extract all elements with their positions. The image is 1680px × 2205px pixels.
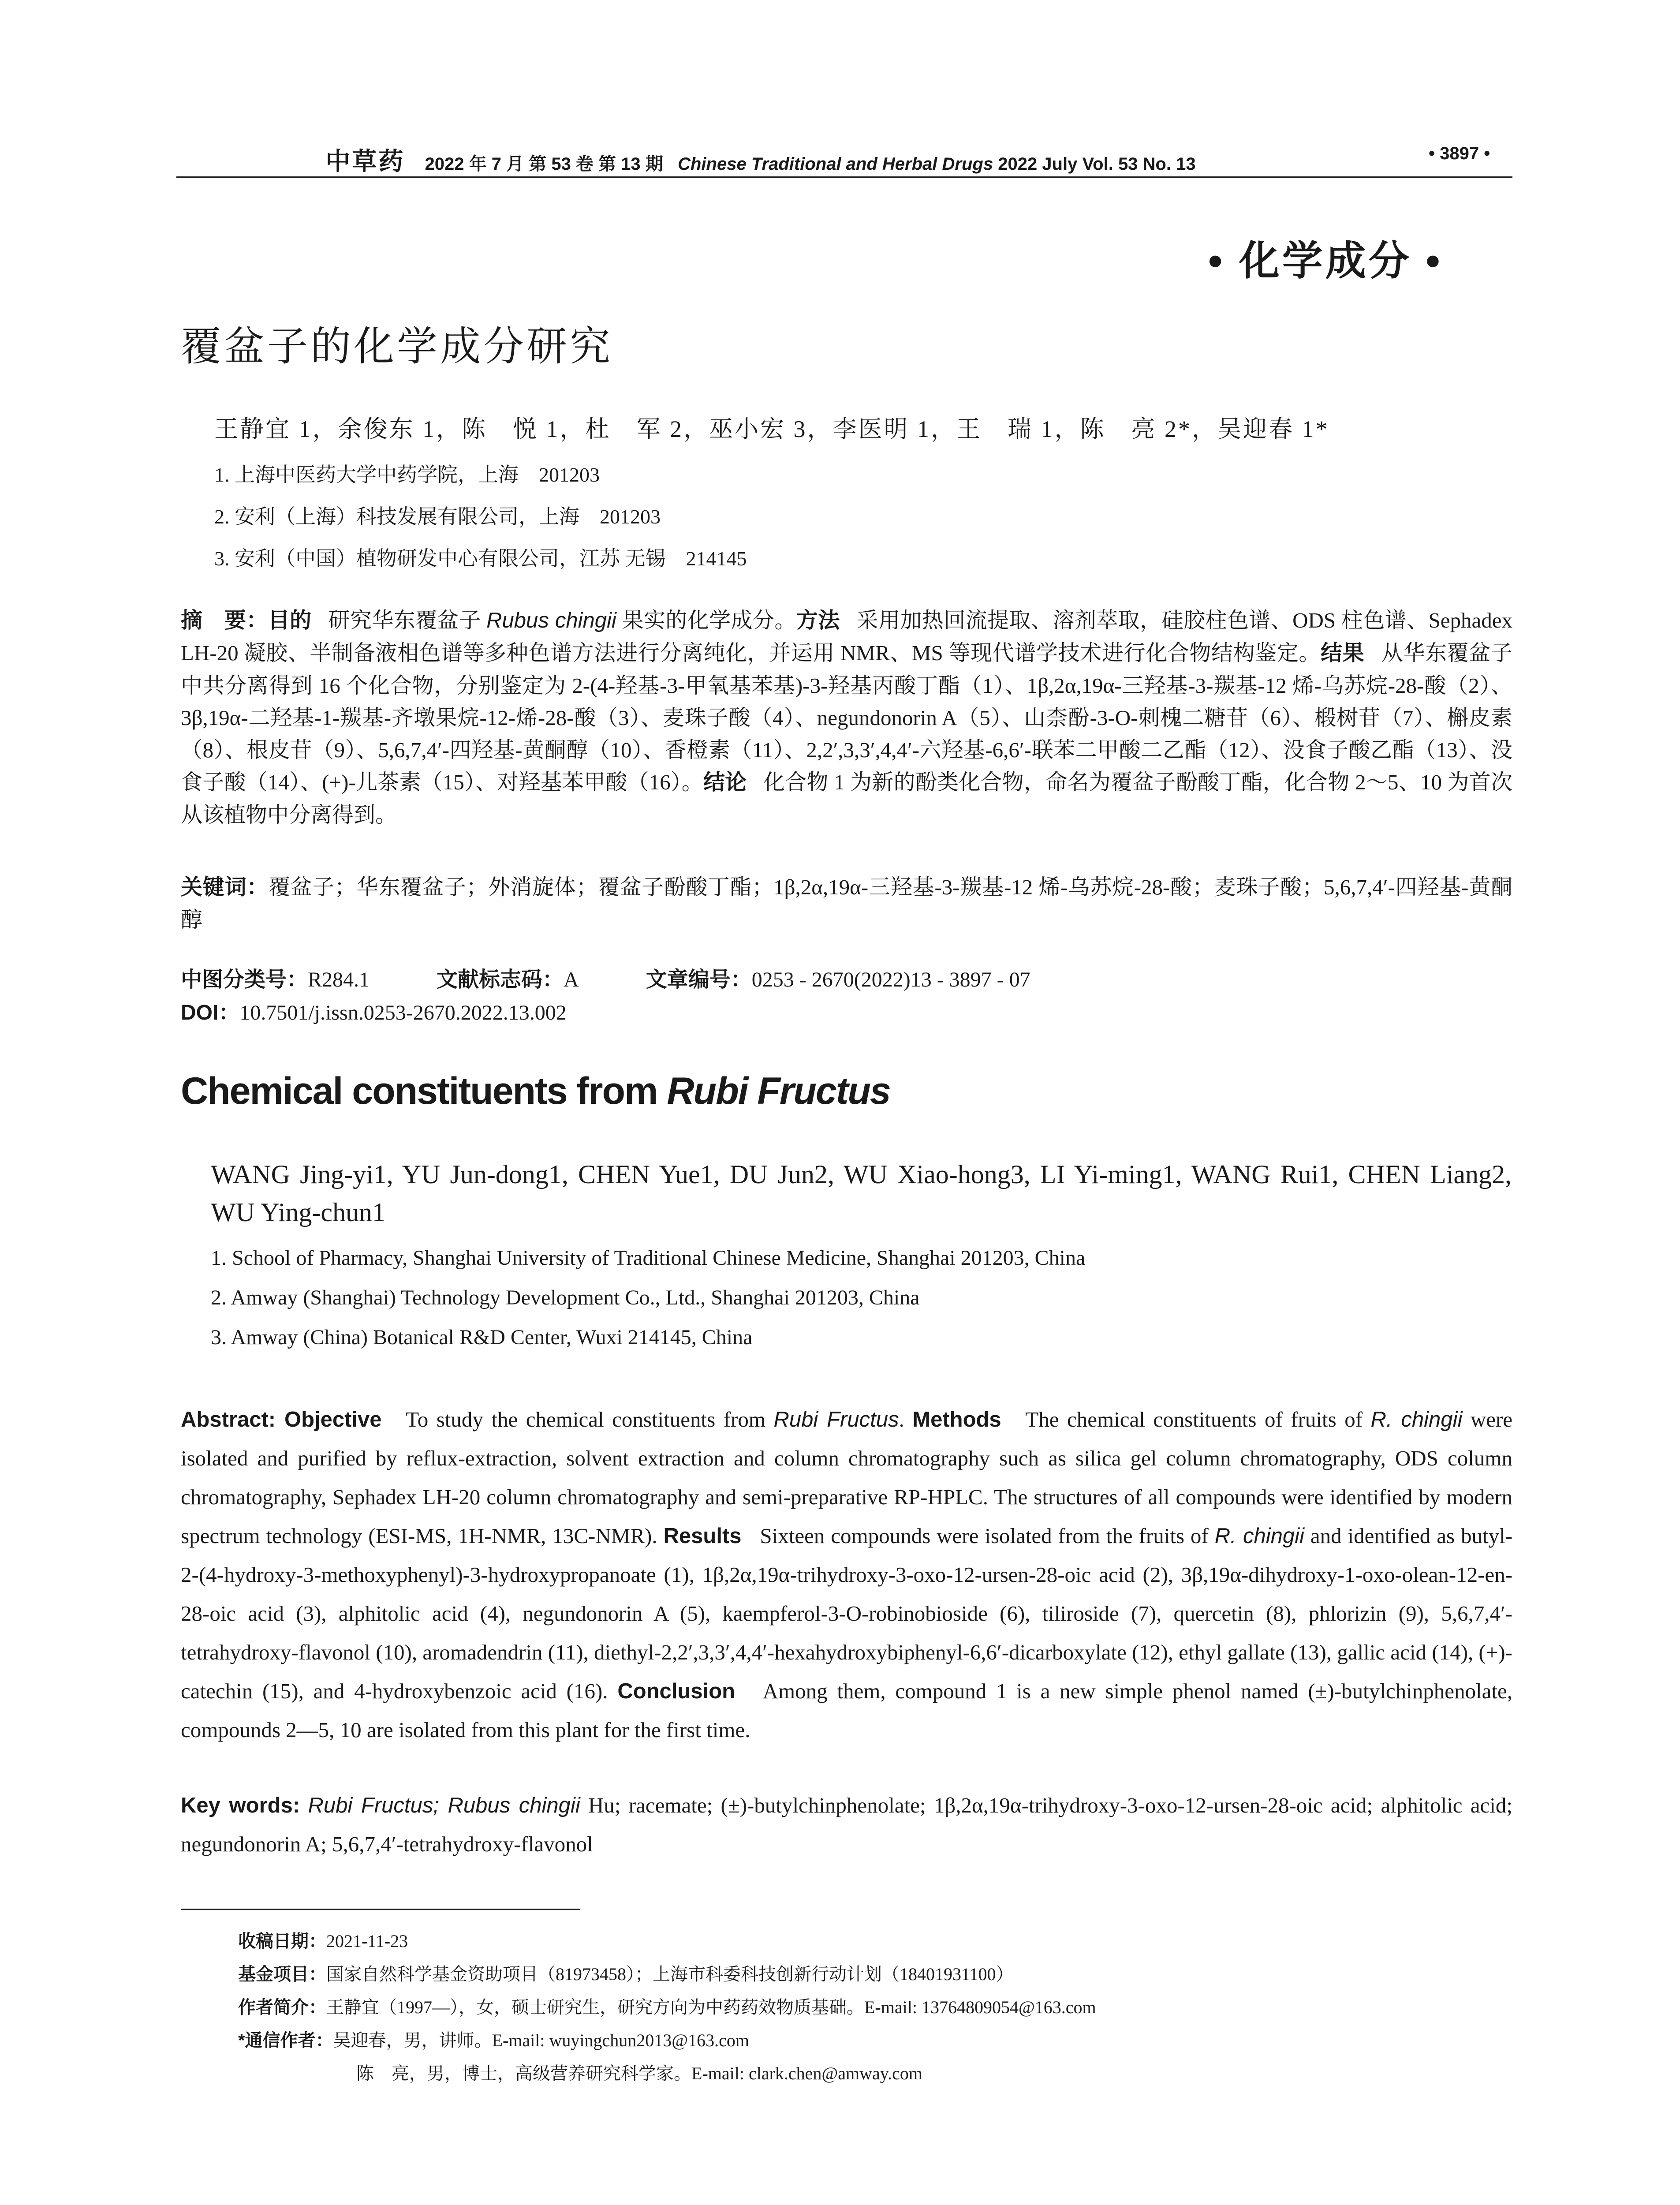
header-rule — [176, 176, 1512, 178]
en-methods-label: Methods — [912, 1408, 1001, 1431]
en-affiliation-3: 3. Amway (China) Botanical R&D Center, Wuxi 214145, China — [211, 1326, 753, 1349]
doccode-label: 文献标志码： — [437, 968, 564, 991]
issue-cn: 2022 年 7 月 第 53 卷 第 13 期 — [425, 154, 663, 174]
en-keywords-label: Key words: — [181, 1794, 300, 1817]
article-no-value: 0253 - 2670(2022)13 - 3897 - 07 — [751, 968, 1030, 991]
footnote-corresponding-2: 陈 亮，男，博士，高级营养研究科学家。E-mail: clark.chen@amway.com — [356, 2063, 923, 2083]
en-abstract: Abstract: Objective To study the chemical constituents from Rubi Fructus. Methods The chemical constituents of fruits of R. chingii were isolated and purified by reflux-extraction, solvent extraction and column chromatography such as silica gel column chromatography, ODS column chromatography, Sephadex LH-20 column chromatography and semi-preparative RP-HPLC. The structures of all compounds were identified by modern spectrum technology (ESI-MS, 1H-NMR, 13C-NMR). Results Sixteen compounds were isolated from the fruits of R. chingii and identified as butyl-2-(4-hydroxy-3-methoxyphenyl)-3-hydroxypropanoate (1), 1β,2α,19α-trihydroxy-3-oxo-12-ursen-28-oic acid (2), 3β,19α-dihydroxy-1-oxo-olean-12-en-28-oic acid (3), alphitolic acid (4), negundonorin A (5), kaempferol-3-O-robinobioside (6), tiliroside (7), quercetin (8), phlorizin (9), 5,6,7,4′-tetrahydroxy-flavonol (10), aromadendrin (11), diethyl-2,2′,3,3′,4,4′-hexahydroxybiphenyl-6,6′-dicarboxylate (12), ethyl gallate (13), gallic acid (14), (+)-catechin (15), and 4-hydroxybenzoic acid (16). Conclusion Among them, compound 1 is a new simple phenol named (±)-butylchinphenolate, compounds 2—5, 10 are isolated from this plant for the first time. — [181, 1407, 1513, 1742]
section-label: • 化学成分 • — [1208, 239, 1443, 284]
footnote-received — [238, 1927, 408, 1952]
en-methods-species: R. chingii — [1370, 1408, 1463, 1431]
en-methods-text-b: were isolated and purified by reflux-extraction, solvent extraction and column chromatography such as silica gel column chromatography, ODS column chromatography, Sephadex LH-20 column chromatography and semi-preparative RP-HPLC. The structures of all compounds were identified by modern spectrum technology (ESI-MS, 1H-NMR, 13C-NMR). — [181, 1407, 1513, 1548]
en-methods-text-a: The chemical constituents of fruits of — [1025, 1407, 1363, 1431]
cn-results-label: 结果 — [1321, 641, 1365, 665]
cn-abstract — [181, 604, 1512, 831]
cn-affiliation-1: 1. 上海中医药大学中药学院，上海 201203 — [214, 463, 600, 486]
footnote-rule — [181, 1909, 580, 1910]
doccode-value: A — [564, 968, 579, 991]
footnote-author — [238, 1993, 1096, 2018]
clc-value: R284.1 — [308, 968, 370, 991]
cn-doi — [181, 997, 1512, 1029]
en-objective-species: Rubi Fructus — [773, 1408, 899, 1431]
footnote-corresponding — [238, 2026, 749, 2052]
cn-conclusion-text: 化合物 1 为新的酚类化合物，命名为覆盆子酚酸丁酯，化合物 2～5、10 为首次从该植物中分离得到。 — [181, 770, 1512, 827]
cn-results-text: 从华东覆盆子中共分离得到 16 个化合物，分别鉴定为 2-(4-羟基-3-甲氧基苯基)-3-羟基丙酸丁酯（1）、1β,2α,19α-三羟基-3-羰基-12 烯-乌苏烷-28-酸（2）、3β,19α-二羟基-1-羰基-齐墩果烷-12-烯-28-酸（3）、麦珠子酸（4）、negundonorin A（5）、山柰酚-3-O-刺槐二糖苷（6）、椴树苷（7）、槲皮素（8）、根皮苷（9）、5,6,7,4′-四羟基-黄酮醇（10）、香橙素（11）、2,2′,3,3′,4,4′-六羟基-6,6′-联苯二甲酸二乙酯（12）、没食子酸乙酯（13）、没食子酸（14）、(+)-儿茶素（15）、对羟基苯甲酸（16）。 — [181, 641, 1512, 794]
en-keywords-rest: Hu; racemate; (±)-butylchinphenolate; 1β,2α,19α-trihydroxy-3-oxo-12-ursen-28-oic acid; alphitolic acid; negundonorin A; 5,6,7,4′-tetrahydroxy-flavonol — [181, 1793, 1513, 1856]
cn-species: Rubus chingii — [486, 609, 616, 632]
en-affiliation-2: 2. Amway (Shanghai) Technology Development Co., Ltd., Shanghai 201203, China — [211, 1286, 920, 1309]
en-results-species: R. chingii — [1214, 1524, 1304, 1548]
en-conclusion-text: Among them, compound 1 is a new simple phenol named (±)-butylchinphenolate, compounds 2—5, 10 are isolated from this plant for the first time. — [181, 1679, 1512, 1742]
en-title-italic: Rubi Fructus — [667, 1070, 890, 1112]
journal-name-cn: 中草药 — [325, 147, 405, 176]
cn-title: 覆盆子的化学成分研究 — [181, 324, 613, 369]
en-keywords — [181, 1786, 1512, 1864]
en-affiliation-1: 1. School of Pharmacy, Shanghai University of Traditional Chinese Medicine, Shanghai 201203, China — [211, 1246, 1086, 1270]
en-title-plain: Chemical constituents from — [181, 1070, 667, 1112]
cn-objective-tail: 果实的化学成分。 — [622, 608, 796, 632]
en-results-text-a: Sixteen compounds were isolated from the fruits of — [760, 1524, 1209, 1548]
clc-label: 中图分类号： — [181, 968, 308, 991]
cn-methods-text: 采用加热回流提取、溶剂萃取，硅胶柱色谱、ODS 柱色谱、Sephadex LH-20 凝胶、半制备液相色谱等多种色谱方法进行分离纯化，并运用 NMR、MS 等现代谱学技术进行化合物结构鉴定。 — [181, 608, 1512, 665]
en-authors: WANG Jing-yi1, YU Jun-dong1, CHEN Yue1, DU Jun2, WU Xiao-hong3, LI Yi-ming1, WANG Rui1, CHEN Liang2, WU Ying-chun1 — [211, 1160, 1512, 1227]
en-results-text-b: and identified as butyl-2-(4-hydroxy-3-methoxyphenyl)-3-hydroxypropanoate (1), 1β,2α,19α-trihydroxy-3-oxo-12-ursen-28-oic acid (2), 3β,19α-dihydroxy-1-oxo-olean-12-en-28-oic acid (3), alphitolic acid (4), negundonorin A (5), kaempferol-3-O-robinobioside (6), tiliroside (7), quercetin (8), phlorizin (9), 5,6,7,4′-tetrahydroxy-flavonol (10), aromadendrin (11), diethyl-2,2′,3,3′,4,4′-hexahydroxybiphenyl-6,6′-dicarboxylate (12), ethyl gallate (13), gallic acid (14), (+)-catechin (15), and 4-hydroxybenzoic acid (16). — [181, 1524, 1513, 1703]
journal-name-en: Chinese Traditional and Herbal Drugs — [678, 154, 993, 174]
cn-authors: 王静宜 1，余俊东 1，陈 悦 1，杜 军 2，巫小宏 3，李医明 1，王 瑞 1，陈 亮 2*，吴迎春 1* — [214, 416, 1329, 442]
en-title — [181, 1069, 890, 1113]
cn-objective-text: 研究华东覆盆子 — [328, 608, 481, 632]
fund-label: 基金项目： — [238, 1965, 326, 1984]
corr-label: *通信作者： — [238, 2031, 333, 2050]
issue-en: 2022 July Vol. 53 No. 13 — [998, 154, 1196, 174]
page-number: • 3897 • — [1429, 144, 1490, 163]
received-value: 2021-11-23 — [326, 1931, 408, 1951]
corr-value-1: 吴迎春，男，讲师。E-mail: wuyingchun2013@163.com — [333, 2030, 749, 2050]
en-abstract-label: Abstract: Objective — [181, 1408, 382, 1431]
cn-objective-label: 目的 — [268, 609, 312, 632]
en-keywords-italic: Rubi Fructus; Rubus chingii — [308, 1794, 580, 1817]
author-value: 王静宜（1997—），女，硕士研究生，研究方向为中药药效物质基础。E-mail: 13764809054@163.com — [326, 1997, 1096, 2017]
footnote-fund — [238, 1960, 1014, 1985]
received-label: 收稿日期： — [238, 1932, 326, 1951]
cn-classification — [181, 964, 1512, 996]
cn-abstract-label: 摘 要： — [181, 609, 268, 632]
author-label: 作者简介： — [238, 1998, 326, 2017]
cn-affiliation-3: 3. 安利（中国）植物研发中心有限公司，江苏 无锡 214145 — [214, 547, 747, 570]
running-header — [0, 142, 1521, 177]
cn-conclusion-label: 结论 — [703, 770, 747, 794]
fund-value: 国家自然科学基金资助项目（81973458）；上海市科委科技创新行动计划（18401931100） — [326, 1964, 1014, 1984]
cn-keywords-label: 关键词： — [181, 875, 269, 899]
cn-keywords — [181, 871, 1512, 936]
cn-methods-label: 方法 — [796, 609, 840, 632]
article-no-label: 文章编号： — [646, 968, 752, 991]
en-results-label: Results — [663, 1524, 742, 1548]
en-conclusion-label: Conclusion — [617, 1679, 735, 1703]
en-objective-text: To study the chemical constituents from — [406, 1407, 765, 1431]
cn-affiliation-2: 2. 安利（上海）科技发展有限公司，上海 201203 — [214, 505, 661, 528]
doi-label: DOI： — [181, 1001, 240, 1024]
doi-value: 10.7501/j.issn.0253-2670.2022.13.002 — [239, 1001, 567, 1024]
cn-keywords-text: 覆盆子；华东覆盆子；外消旋体；覆盆子酚酸丁酯；1β,2α,19α-三羟基-3-羰基-12 烯-乌苏烷-28-酸；麦珠子酸；5,6,7,4′-四羟基-黄酮醇 — [181, 875, 1512, 932]
